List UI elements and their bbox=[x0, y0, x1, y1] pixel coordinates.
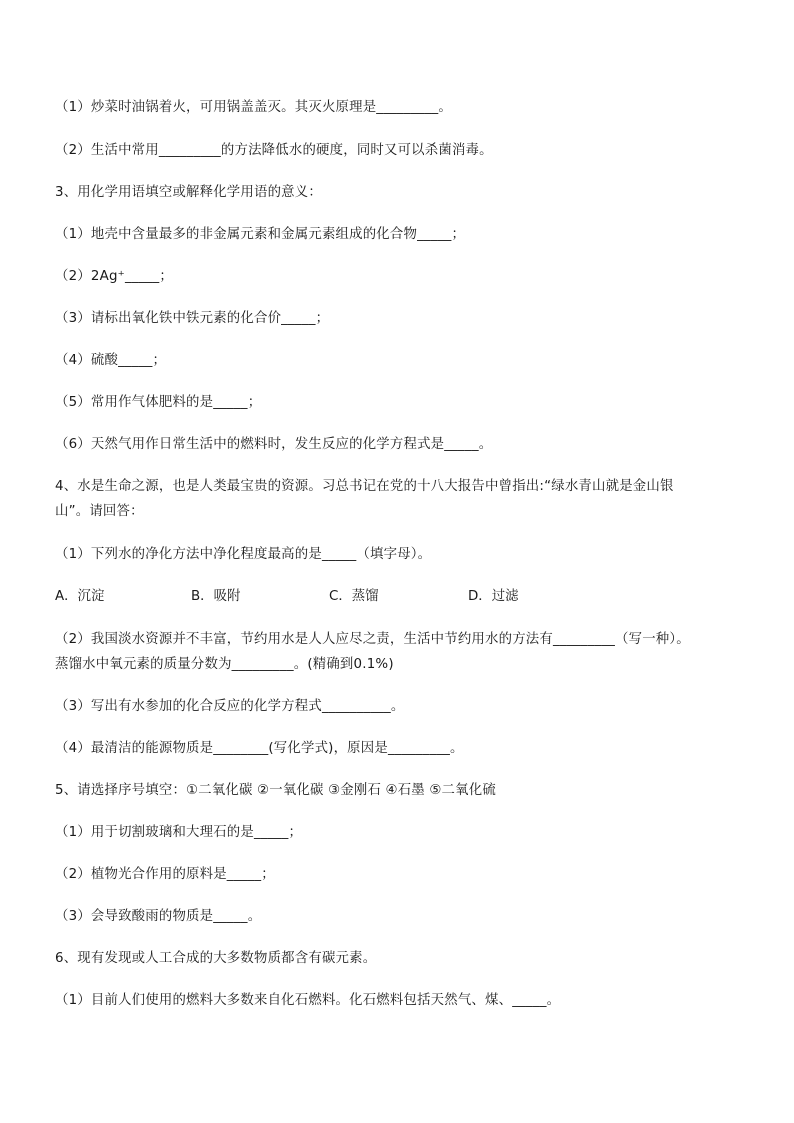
q5-part2: （2）植物光合作用的原料是_____； bbox=[55, 867, 275, 882]
q5-heading: 5、请选择序号填空：①二氧化碳 ②一氧化碳 ③金刚石 ④石墨 ⑤二氧化硫 bbox=[55, 783, 496, 798]
q6-part1: （1）目前人们使用的燃料大多数来自化石燃料。化石燃料包括天然气、煤、_____。 bbox=[55, 993, 561, 1008]
q4-part2-line2: 蒸馏水中氧元素的质量分数为_________。(精确到0.1%) bbox=[55, 657, 394, 672]
q4-part4: （4）最清洁的能源物质是________(写化学式)，原因是_________。 bbox=[55, 741, 464, 756]
option-d: D．过滤 bbox=[468, 589, 519, 604]
q6-heading: 6、现有发现或人工合成的大多数物质都含有碳元素。 bbox=[55, 951, 377, 966]
q3-part5: （5）常用作气体肥料的是_____； bbox=[55, 395, 262, 410]
q3-part3: （3）请标出氧化铁中铁元素的化合价_____； bbox=[55, 311, 330, 326]
q4-heading-line1: 4、水是生命之源，也是人类最宝贵的资源。习总书记在党的十八大报告中曾指出:“绿水青山就是金山银 bbox=[55, 479, 674, 494]
q4-heading-line2: 山”。请回答： bbox=[55, 504, 144, 519]
q5-part1: （1）用于切割玻璃和大理石的是_____； bbox=[55, 825, 303, 840]
q3-part6: （6）天然气用作日常生活中的燃料时，发生反应的化学方程式是_____。 bbox=[55, 437, 493, 452]
q5-part3: （3）会导致酸雨的物质是_____。 bbox=[55, 909, 262, 924]
q2-part2: （2）生活中常用_________的方法降低水的硬度，同时又可以杀菌消毒。 bbox=[55, 143, 493, 158]
option-c: C．蒸馏 bbox=[329, 589, 379, 604]
option-b: B．吸附 bbox=[191, 589, 241, 604]
q3-part1: （1）地壳中含量最多的非金属元素和金属元素组成的化合物_____； bbox=[55, 227, 466, 242]
q2-part1: （1）炒菜时油锅着火，可用锅盖盖灭。其灭火原理是_________。 bbox=[55, 100, 452, 115]
q4-part1: （1）下列水的净化方法中净化程度最高的是_____（填字母）。 bbox=[55, 547, 432, 562]
q4-part2-line1: （2）我国淡水资源并不丰富，节约用水是人人应尽之责，生活中节约用水的方法有_________（写一种）。 bbox=[55, 632, 690, 647]
q3-heading: 3、用化学用语填空或解释化学用语的意义： bbox=[55, 185, 322, 200]
q3-part2: （2）2Ag⁺_____； bbox=[55, 269, 174, 284]
q4-part3: （3）写出有水参加的化合反应的化学方程式__________。 bbox=[55, 699, 405, 714]
q3-part4: （4）硫酸_____； bbox=[55, 353, 167, 368]
option-a: A．沉淀 bbox=[55, 589, 105, 604]
